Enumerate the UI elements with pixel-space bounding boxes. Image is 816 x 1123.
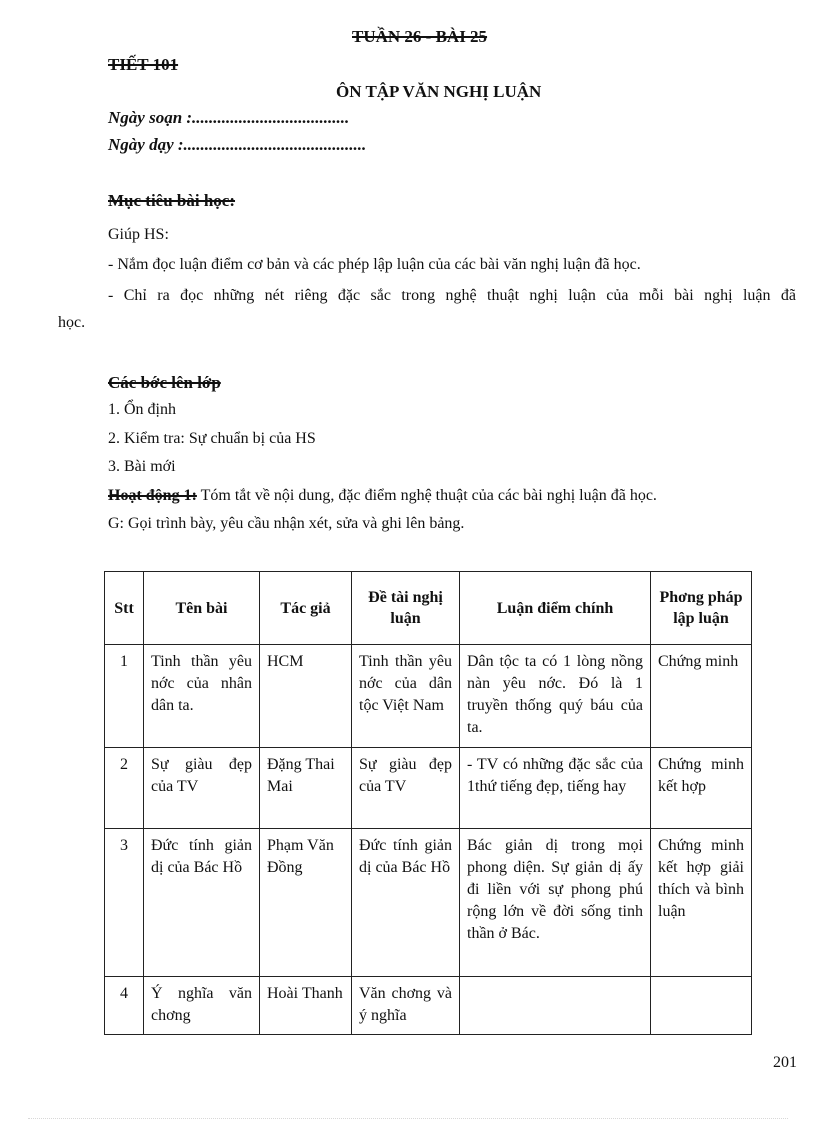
cell-method: Chứng minh: [651, 645, 752, 748]
objective-item-2-continued: học.: [58, 314, 86, 331]
cell-topic: Sự giàu đẹp của TV: [352, 748, 460, 829]
header-author: Tác giả: [260, 572, 352, 645]
teach-date: Ngày dạy :...........................................: [108, 135, 367, 154]
table-row: [105, 829, 752, 977]
cell-method: Chứng minh kết hợp giải thích và bình luận: [651, 829, 752, 977]
cell-title: Tinh thần yêu nớc của nhân dân ta.: [144, 645, 260, 748]
cell-topic: Văn chơng và ý nghĩa: [352, 977, 460, 1035]
steps-heading: Các bớc lên lớp: [108, 373, 221, 392]
cell-main-point: - TV có những đặc sắc của 1thứ tiếng đẹp, tiếng hay: [460, 748, 651, 829]
cell-topic: Tinh thần yêu nớc của dân tộc Việt Nam: [352, 645, 460, 748]
cell-main-point: [460, 977, 651, 1035]
page-bottom-divider: [28, 1118, 788, 1119]
cell-topic: Đức tính giản dị của Bác Hồ: [352, 829, 460, 977]
activity-text: Tóm tắt về nội dung, đặc điểm nghệ thuật của các bài nghị luận đã học.: [196, 487, 657, 504]
cell-stt: 4: [105, 977, 144, 1035]
cell-main-point: Bác giản dị trong mọi phong diện. Sự giản dị ấy đi liền với sự phong phú rộng lớn về đời sống tinh thần ở Bác.: [460, 829, 651, 977]
cell-method: [651, 977, 752, 1035]
period-label: TIẾT 101: [108, 55, 179, 74]
cell-stt: 2: [105, 748, 144, 829]
cell-title: Ý nghĩa văn chơng: [144, 977, 260, 1035]
header-method: Phơng pháp lập luận: [651, 572, 752, 645]
header-stt: Stt: [105, 572, 144, 645]
instruction-line: G: Gọi trình bày, yêu cầu nhận xét, sửa và ghi lên bảng.: [108, 515, 465, 532]
cell-method: Chứng minh kết hợp: [651, 748, 752, 829]
week-lesson-heading: TUẦN 26 - BÀI 25: [352, 27, 488, 46]
step-2: 2. Kiểm tra: Sự chuẩn bị của HS: [108, 430, 316, 447]
cell-author: HCM: [260, 645, 352, 748]
table-row: [105, 645, 752, 748]
page-number: 201: [773, 1054, 797, 1071]
header-topic: Đề tài nghị luận: [352, 572, 460, 645]
activity-line: [108, 487, 657, 505]
cell-stt: 3: [105, 829, 144, 977]
step-3: 3. Bài mới: [108, 458, 176, 475]
table-row: [105, 748, 752, 829]
table-header-row: [105, 572, 752, 645]
lesson-summary-table: [104, 571, 752, 1035]
step-1: 1. Ổn định: [108, 401, 176, 418]
page-title: ÔN TẬP VĂN NGHỊ LUẬN: [336, 82, 542, 101]
activity-label: Hoạt động 1:: [108, 487, 197, 504]
objective-item-1: - Nắm đọc luận điểm cơ bản và các phép lập luận của các bài văn nghị luận đã học.: [108, 256, 641, 273]
objective-item-2: - Chỉ ra đọc những nét riêng đặc sắc trong nghệ thuật nghị luận của mỗi bài nghị luận đã: [108, 287, 796, 304]
cell-title: Đức tính giản dị của Bác Hồ: [144, 829, 260, 977]
cell-title: Sự giàu đẹp của TV: [144, 748, 260, 829]
header-main-point: Luận điểm chính: [460, 572, 651, 645]
cell-stt: 1: [105, 645, 144, 748]
table-row: [105, 977, 752, 1035]
objectives-intro: Giúp HS:: [108, 226, 169, 243]
objectives-heading: Mục tiêu bài học:: [108, 191, 236, 210]
prep-date: Ngày soạn :.....................................: [108, 108, 350, 127]
cell-author: Đặng Thai Mai: [260, 748, 352, 829]
cell-main-point: Dân tộc ta có 1 lòng nồng nàn yêu nớc. Đó là 1 truyền thống quý báu của ta.: [460, 645, 651, 748]
cell-author: Hoài Thanh: [260, 977, 352, 1035]
header-title: Tên bài: [144, 572, 260, 645]
cell-author: Phạm Văn Đồng: [260, 829, 352, 977]
